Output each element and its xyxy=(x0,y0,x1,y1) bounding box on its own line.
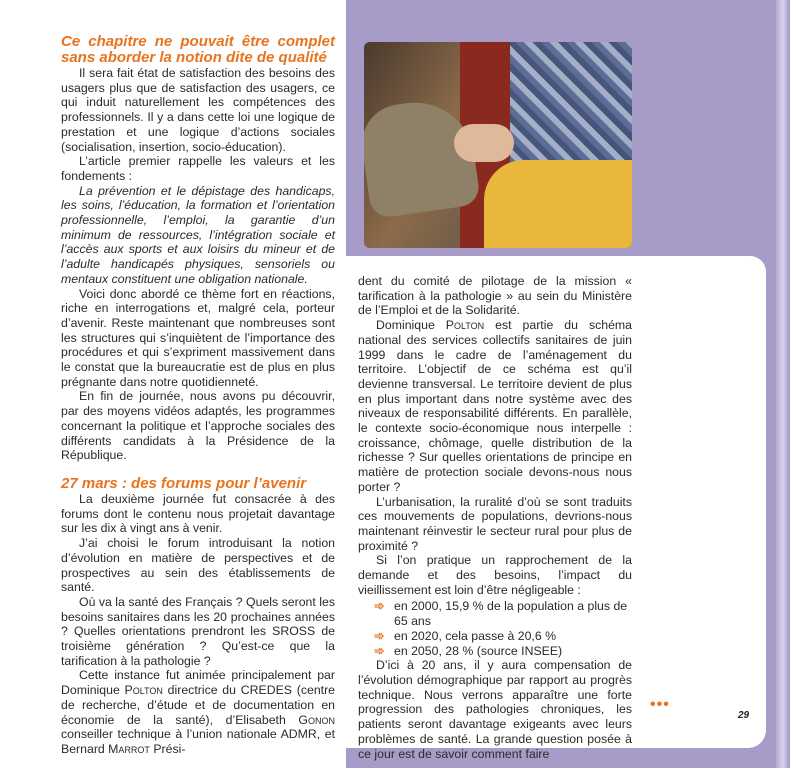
section-heading-quality: Ce chapitre ne pouvait être complet sans aborder la notion dite de qualité xyxy=(61,33,335,66)
paragraph: Il sera fait état de satisfaction des besoins des usagers plus que de satisfaction des usagers, ce qui induit naturellement les compétences des professionnels. Il y a dans cette loi une logique de prestation et une logique d’actions sociales (socialisation, insertion, socio-éducation). xyxy=(61,66,335,154)
person-name: Polton xyxy=(445,318,485,333)
paragraph: J’ai choisi le forum introduisant la notion d’évolution en matière de perspectives et de prospectives au sein des établissements de santé. xyxy=(61,536,335,595)
paragraph: En fin de journée, nous avons pu découvrir, par des moyens vidéos adaptés, les programmes concernant la politique et l’approche sociales des différents candidats à la Présidence de la République. xyxy=(61,389,335,463)
paragraph: L’article premier rappelle les valeurs et les fondements : xyxy=(61,154,335,183)
person-name: Polton xyxy=(124,683,163,698)
right-column xyxy=(358,274,632,761)
quote-paragraph: La prévention et le dépistage des handicaps, les soins, l’éducation, la formation et l’orientation professionnelle, l’emploi, la garantie d’un minimum de ressources, l’intégration sociale et l’accès aux sports et aux loisirs du mineur et de l’adulte handicapés physiques, sensoriels ou mentaux constituent une obligation nationale. xyxy=(61,183,335,286)
arrow-icon: ➾ xyxy=(374,628,385,643)
left-column xyxy=(61,34,335,757)
section-heading-forums: 27 mars : des forums pour l’avenir xyxy=(61,474,307,492)
list-item: ➾ en 2050, 28 % (source INSEE) xyxy=(374,643,563,658)
list-item: ➾ en 2020, cela passe à 20,6 % xyxy=(374,628,557,643)
paragraph: Si l’on pratique un rapprochement de la demande et des besoins, l’impact du vieillissement est loin d’être négligeable : xyxy=(358,553,632,597)
arrow-icon: ➾ xyxy=(374,643,385,658)
paragraph: Cette instance fut animée principalement par Dominique Polton directrice du CREDES (centre de recherche, d’étude et de documentation en économie de la santé), d’Elisabeth Gonon conseiller technique à l’union nationale ADMR, et Bernard Marrot Prési- xyxy=(61,668,336,756)
paragraph: La deuxième journée fut consacrée à des forums dont le contenu nous projetait davantage sur les dix à vingt ans à venir. xyxy=(61,491,335,536)
continuation-dots: ••• xyxy=(650,696,670,713)
paragraph: dent du comité de pilotage de la mission « tarification à la pathologie » au sein du Ministère de l’Emploi et de la Solidarité. xyxy=(358,274,632,318)
paragraph: L’urbanisation, la ruralité d’où se sont traduits ces mouvements de populations, devrions-nous maintenant réinvestir le secteur rural pour plus de proximité ? xyxy=(358,494,632,553)
paragraph: Dominique Polton est partie du schéma national des services collectifs sanitaires de juin 1999 dans le cadre de l’aménagement du territoire. L’objectif de ce schéma est qu’il devienne transversal. Le territoire devient de plus en plus important dans notre système avec des niveaux de responsabilité différents. En parallèle, le contexte socio-économique nous interpelle : croissance, chômage, quelle distribution de la richesse ? Sur quelles orientations de principe en matière de protection sociale devons-nous nous porter ? xyxy=(358,318,632,494)
person-name: Marrot xyxy=(108,741,150,756)
paragraph: Où va la santé des Français ? Quels seront les besoins sanitaires dans les 20 prochaines années ? Quelles orientations prendront les SROSS de troisième génération ? Qu’est-ce que la tarification à la pathologie ? xyxy=(61,594,335,668)
statistics-list xyxy=(358,599,632,658)
arrow-icon: ➾ xyxy=(374,599,385,614)
list-item: ➾ en 2000, 15,9 % de la population a plus de 65 ans xyxy=(374,599,628,629)
page-number: 29 xyxy=(738,710,750,721)
paragraph: D’ici à 20 ans, il y aura compensation de l’évolution démographique par rapport au progrès technique. Nous verrons apparaître une forte progression des pathologies chroniques, les patients seront davantage exigeants avec leurs problèmes de santé. La grande question posée à ce jour est de savoir comment faire xyxy=(358,658,632,761)
person-name: Gonon xyxy=(298,712,335,727)
photo-hands xyxy=(364,42,632,248)
paragraph: Voici donc abordé ce thème fort en réactions, riche en interrogations et, malgré cela, porteur d’avenir. Reste maintenant que nombreuses sont les structures qui s’inquiètent de l’importance des procédures et qui s’expriment massivement dans le constat que la bureaucratie est de plus en plus prégnante dans notre quotidienneté. xyxy=(61,286,335,389)
page-binding xyxy=(776,0,790,768)
